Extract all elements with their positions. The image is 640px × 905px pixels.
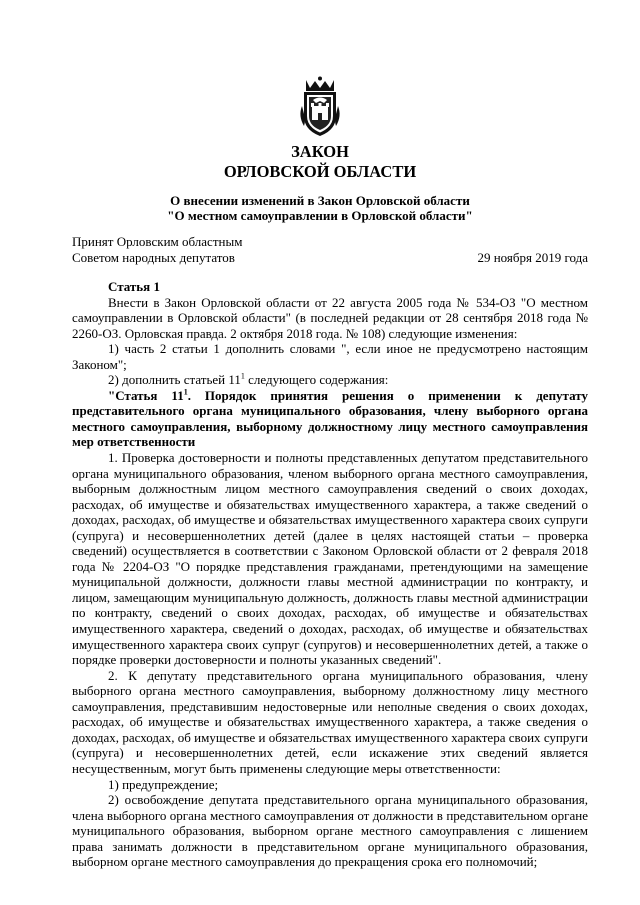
adoption-body-line2: Советом народных депутатов [72,250,235,265]
new-article-heading [72,388,588,450]
list-item-warning: 1) предупреждение; [108,776,219,792]
article-heading: Статья 1 [108,279,160,294]
oryol-region-coat-of-arms [296,76,344,138]
law-title-line1: ЗАКОН [291,142,349,161]
item-2-superscript: 1 [240,371,245,381]
new-article-superscript: 1 [183,387,188,397]
item-2-text-end: следующего содержания: [244,372,389,388]
adoption-date: 29 ноября 2019 года [477,250,588,265]
paragraph-amendment-intro: Внести в Закон Орловской области от 22 августа 2005 года № 534-ОЗ "О местном самоуправлении в Орловской области" (в последней редакции от 28 сентября 2018 года № 2260-ОЗ. Орловская правда. 2 октября 2018 года. № 108) следующие изменения: [72,294,588,341]
item-2-text: 2) дополнить статьей 11 [108,372,241,388]
list-item-dismissal: 2) освобождение депутата представительного органа муниципального образования, члена выборного органа местного самоуправления от должности в представительном органе муниципального образования, выборном органе местного самоуправления с лишением права занимать должности в представительном органе муниципального образования, выборном органе местного самоуправления до прекращения срока его полномочий; [72,792,588,870]
paragraph-part-2: 2. К депутату представительного органа муниципального образования, члену выборного органа местного самоуправления, выборному должностному лицу местного самоуправления, представившим недостоверные или неполные сведения о своих доходах, расходах, об имуществе и обязательствах имущественного характера, а также сведения о доходах, расходах, об имуществе и обязательствах имущественного характера своих супруги (супруга) и несовершеннолетних детей, если искажение этих сведений является несущественным, могут быть применены следующие меры ответственности: [72,667,588,776]
adoption-body-line1: Принят Орловским областным [72,234,243,249]
new-article-label: Статья 11 [115,387,184,403]
crown-icon [306,80,334,91]
new-article-title: . Порядок принятия решения о применении к депутату представительного органа муниципального образования, члену выборного органа местного самоуправления, выборному должностному лицу местного самоуправления мер ответственности [72,387,588,450]
law-subject-line1: О внесении изменений в Закон Орловской области [170,193,470,208]
paragraph-item-2 [72,372,588,388]
law-subject-line2: "О местном самоуправлении в Орловской области" [167,208,473,223]
paragraph-part-1: 1. Проверка достоверности и полноты представленных депутатом представительного органа муниципального образования, членом выборного органа местного самоуправления, выборным должностным лицом местного самоуправления сведений о своих доходах, расходах, об имуществе и обязательствах имущественного характера, а также сведений о доходах, расходах, об имуществе и обязательствах имущественного характера своих супруги (супруга) и несовершеннолетних детей (далее в целях настоящей статьи – проверка сведений) осуществляется в соответствии с Законом Орловской области от 2 февраля 2018 года № 2204-ОЗ "О порядке представления гражданами, претендующими на замещение муниципальной должности, должности главы местной администрации по контракту, и лицом, замещающим муниципальную должность, должность главы местной администрации по контракту, сведений о своих доходах, расходах, об имуществе и обязательствах имущественного характера, сведений о доходах, расходах, об имуществе и обязательствах имущественного характера своих супруг (супругов) и несовершеннолетних детей, а также о порядке проверки достоверности и полноты указанных сведений". [72,450,588,668]
law-title-line2: ОРЛОВСКОЙ ОБЛАСТИ [223,162,417,181]
law-body [72,279,588,870]
new-article-quote: " [108,387,116,403]
paragraph-item-1: 1) часть 2 статьи 1 дополнить словами ", если иное не предусмотрено настоящим Законом"; [72,341,588,372]
